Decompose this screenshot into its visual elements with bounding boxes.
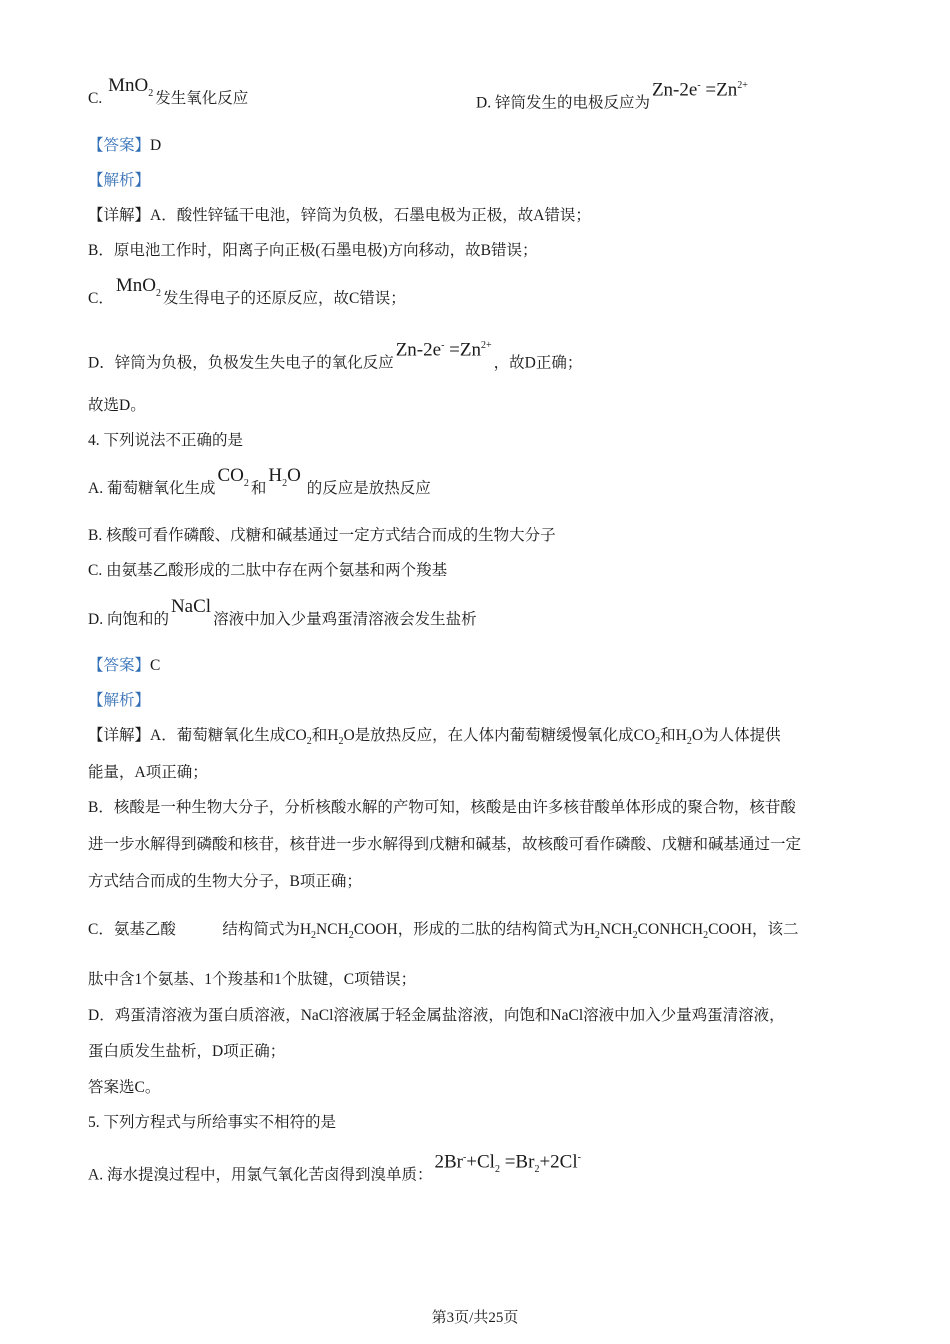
q3-detail-a: [88, 206, 591, 226]
section-label: 【解析】: [88, 692, 151, 709]
q4-detail-a-2: [88, 763, 208, 783]
text-segment: 4. 下列说法不正确的是: [88, 432, 244, 449]
text-segment: 答案选C。: [88, 1079, 161, 1096]
text-segment: D．锌筒为负极，负极发生失电子的氧化反应: [88, 354, 394, 372]
superscript: -: [441, 340, 445, 351]
text-segment: C. 由氨基乙酸形成的二肽中存在两个氨基和两个羧基: [88, 562, 448, 579]
q3-conclusion: [88, 396, 146, 416]
superscript: -: [697, 80, 701, 91]
superscript: -: [462, 1152, 467, 1163]
text-segment: A. 海水提溴过程中，用氯气氧化苦卤得到溴单质：: [88, 1166, 433, 1184]
q4-detail-b-2: [88, 835, 801, 855]
text-segment: =Br: [499, 1151, 535, 1173]
text-segment: Zn-2e: [651, 79, 698, 101]
text-segment: 肽中含1个氨基、1个羧基和1个肽键，C项错误；: [88, 971, 417, 988]
text-segment: 和: [250, 480, 267, 497]
q4-detail-b-1: [88, 798, 796, 818]
subscript: 2: [494, 1164, 500, 1176]
text-segment: C: [150, 657, 161, 674]
text-segment: O是放热反应，在人体内葡萄糖缓慢氧化成CO: [343, 727, 656, 744]
subscript: 2: [282, 477, 288, 489]
chemical-formula: [108, 76, 153, 104]
q4-option-c: [88, 561, 447, 581]
subscript: 2: [703, 930, 709, 942]
text-segment: B. 核酸可看作磷酸、戊糖和碱基通过一定方式结合而成的生物大分子: [88, 527, 556, 544]
text-segment: C．: [88, 290, 114, 307]
text-segment: 发生得电子的还原反应，故C错误；: [162, 290, 406, 307]
text-segment: D. 锌筒发生的电极反应为: [476, 94, 650, 112]
subscript: 2: [655, 736, 661, 748]
text-segment: B．原电池工作时，阳离子向正极(石墨电极)方向移动，故B错误；: [88, 242, 538, 259]
text-segment: 的反应是放热反应: [302, 480, 431, 497]
text-segment: ，故D正确；: [493, 354, 583, 372]
q3-option-c: [88, 75, 249, 116]
text-segment: 【详解】A．葡萄糖氧化生成CO: [88, 727, 307, 744]
text-segment: CO: [217, 465, 244, 486]
text-segment: Zn-2e: [395, 339, 442, 361]
text-segment: 进一步水解得到磷酸和核苷，核苷进一步水解得到戊糖和碱基，故核酸可看作磷酸、戊糖和碱基通过一定: [88, 836, 802, 853]
q4-detail-c-1: [88, 920, 799, 946]
text-segment: D. 向饱和的: [88, 611, 169, 628]
text-segment: 故选D。: [88, 397, 146, 414]
text-segment: 和H: [660, 727, 687, 744]
text-segment: MnO: [108, 75, 149, 96]
superscript: -: [577, 1152, 581, 1163]
text-segment: C.: [88, 90, 107, 107]
text-segment: 发生氧化反应: [155, 90, 249, 107]
text-segment: MnO: [115, 275, 156, 296]
q3-answer: [88, 136, 161, 156]
chemical-formula: [434, 1148, 581, 1180]
q4-analysis-heading: [88, 691, 150, 711]
q5-option-a: [88, 1151, 583, 1192]
text-segment: NCH: [599, 921, 633, 938]
text-segment: 2Br: [434, 1151, 463, 1173]
text-segment: =Zn: [700, 79, 738, 101]
q3-option-d: [476, 79, 750, 113]
text-segment: C．氨基乙酸 结构简式为H: [88, 921, 312, 938]
text-segment: 方式结合而成的生物大分子，B项正确；: [88, 873, 362, 890]
text-segment: O: [287, 465, 301, 486]
q4-detail-b-3: [88, 872, 362, 892]
chemical-formula: [268, 466, 300, 494]
subscript: 2: [348, 930, 354, 942]
text-segment: COOH，该二: [708, 921, 799, 938]
text-segment: 蛋白质发生盐析，D项正确；: [88, 1043, 286, 1060]
q4-option-b: [88, 526, 556, 546]
text-segment: +Cl: [466, 1151, 495, 1173]
q3-detail-b: [88, 241, 538, 261]
q3-detail-d: [88, 339, 583, 373]
text-segment: 和H: [311, 727, 339, 744]
text-segment: +2Cl: [539, 1151, 578, 1173]
q4-conclusion: [88, 1078, 160, 1098]
q5-stem: [88, 1113, 336, 1133]
text-segment: A. 葡萄糖氧化生成: [88, 480, 216, 497]
text-segment: B．核酸是一种生物大分子，分析核酸水解的产物可知，核酸是由许多核苷酸单体形成的聚合物，核苷酸: [88, 799, 796, 816]
text-segment: 【详解】A．酸性锌锰干电池，锌筒为负极，石墨电极为正极，故A错误；: [88, 207, 591, 224]
q4-answer: [88, 656, 160, 676]
text-segment: CONHCH: [637, 921, 704, 938]
page-number: 第3页/共25页: [431, 1310, 519, 1326]
subscript: 2: [155, 287, 161, 299]
subscript: 2: [632, 930, 638, 942]
subscript: 2: [148, 87, 154, 99]
superscript: 2+: [481, 340, 492, 351]
chemical-formula: [171, 597, 211, 617]
text-segment: H: [268, 465, 283, 486]
q4-detail-d-1: [88, 1006, 785, 1026]
q4-detail-c-2: [88, 970, 416, 990]
q3-detail-c: [88, 275, 406, 316]
text-segment: 溶液中加入少量鸡蛋清溶液会发生盐析: [213, 611, 477, 628]
subscript: 2: [311, 930, 317, 942]
q4-option-d: [88, 596, 477, 630]
text-segment: NCH: [316, 921, 349, 938]
chemical-formula: [396, 336, 492, 360]
subscript: 2: [534, 1164, 540, 1176]
text-segment: =Zn: [444, 339, 481, 361]
section-label: 【答案】: [88, 657, 151, 674]
section-label: 【答案】: [88, 137, 151, 154]
text-segment: D: [150, 137, 162, 154]
chemical-formula: [217, 466, 248, 494]
subscript: 2: [686, 736, 692, 748]
q4-detail-a-1: [88, 726, 781, 752]
q4-option-a: [88, 465, 431, 506]
q4-detail-d-2: [88, 1042, 285, 1062]
superscript: 2+: [737, 80, 748, 91]
chemical-formula: [116, 276, 161, 304]
subscript: 2: [306, 736, 312, 748]
text-segment: O为人体提供: [691, 727, 781, 744]
text-segment: 5. 下列方程式与所给事实不相符的是: [88, 1114, 337, 1131]
subscript: 2: [338, 736, 344, 748]
q3-analysis-heading: [88, 171, 150, 191]
subscript: 2: [594, 930, 600, 942]
text-segment: COOH，形成的二肽的结构简式为H: [353, 921, 595, 938]
section-label: 【解析】: [88, 172, 151, 189]
chemical-formula: [652, 76, 748, 100]
text-segment: 能量，A项正确；: [88, 764, 208, 781]
q4-stem: [88, 431, 243, 451]
text-segment: NaCl: [170, 596, 212, 617]
subscript: 2: [243, 477, 249, 489]
text-segment: D．鸡蛋清溶液为蛋白质溶液，NaCl溶液属于轻金属盐溶液，向饱和NaCl溶液中加入少量鸡蛋清溶液，: [88, 1007, 785, 1024]
